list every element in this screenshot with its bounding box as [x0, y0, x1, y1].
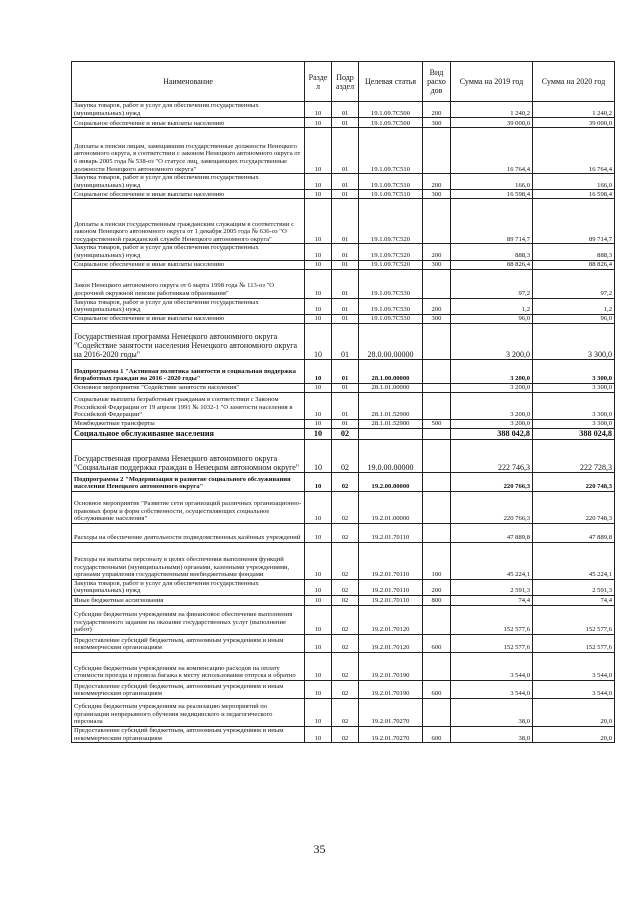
row-razdel: 10 — [305, 298, 332, 314]
row-razdel: 10 — [305, 680, 332, 698]
table-row — [72, 118, 615, 128]
row-sum-2019: 47 889,8 — [451, 523, 533, 542]
table-row — [72, 392, 615, 419]
row-sum-2020: 97,2 — [533, 269, 615, 298]
row-podrazdel: 02 — [332, 605, 359, 634]
row-name: Основное мероприятие "Содействие занятости населения" — [72, 383, 305, 392]
row-expense-type — [423, 472, 451, 491]
row-expense-type: 800 — [423, 595, 451, 605]
row-expense-type: 300 — [423, 314, 451, 323]
row-sum-2019: 1,2 — [451, 298, 533, 314]
row-podrazdel: 01 — [332, 244, 359, 260]
row-name: Закупка товаров, работ и услуг для обеспечения государственных (муниципальных) нужд — [72, 174, 305, 190]
row-razdel: 10 — [305, 419, 332, 428]
row-name: Социальное обеспечение и иные выплаты населению — [72, 190, 305, 199]
row-name: Социальное обеспечение и иные выплаты населению — [72, 260, 305, 269]
row-sum-2020: 166,0 — [533, 174, 615, 190]
table-row — [72, 726, 615, 742]
row-razdel: 10 — [305, 199, 332, 244]
row-podrazdel: 02 — [332, 491, 359, 523]
row-sum-2019: 2 591,3 — [451, 579, 533, 595]
row-podrazdel: 02 — [332, 439, 359, 472]
row-razdel: 10 — [305, 439, 332, 472]
header-target-article: Целевая статья — [359, 62, 423, 102]
row-name: Предоставление субсидий бюджетным, автономным учреждениям и иным некоммерческим организациям — [72, 634, 305, 652]
table-row — [72, 428, 615, 439]
row-sum-2020: 45 224,1 — [533, 542, 615, 579]
row-razdel: 10 — [305, 605, 332, 634]
row-expense-type — [423, 491, 451, 523]
table-row — [72, 128, 615, 174]
row-sum-2020: 152 577,6 — [533, 634, 615, 652]
row-target-article: 19.2.01.70110 — [359, 595, 423, 605]
row-target-article: 19.1.09.7С500 — [359, 118, 423, 128]
row-podrazdel: 01 — [332, 118, 359, 128]
row-expense-type — [423, 605, 451, 634]
row-podrazdel: 01 — [332, 392, 359, 419]
row-name: Социальные выплаты безработным гражданам в соответствии с Законом Российской Федерации от 19 апреля 1991 № 1032-1 "О занятости населения в Российской Федерации" — [72, 392, 305, 419]
table-row — [72, 314, 615, 323]
table-row — [72, 595, 615, 605]
table-row — [72, 419, 615, 428]
row-sum-2020: 3 300,0 — [533, 392, 615, 419]
row-sum-2020: 74,4 — [533, 595, 615, 605]
row-target-article: 19.2.01.00000 — [359, 491, 423, 523]
table-row — [72, 383, 615, 392]
row-expense-type — [423, 323, 451, 359]
row-sum-2020: 220 748,3 — [533, 491, 615, 523]
row-razdel: 10 — [305, 359, 332, 383]
row-name: Субсидии бюджетным учреждениям на компенсацию расходов на оплату стоимости проезда и провоза багажа к месту использования отпуска и обратно — [72, 652, 305, 680]
row-expense-type — [423, 269, 451, 298]
row-podrazdel: 02 — [332, 698, 359, 726]
row-sum-2019: 1 240,2 — [451, 102, 533, 118]
table-row — [72, 605, 615, 634]
row-name: Доплаты к пенсии лицам, замещавшим государственные должности Ненецкого автономного округа, в соответствии с законом Ненецкого автономного округа от 6 январь 2005 года № 538-оз "О статусе лиц, замещающих государственные должности Ненецкого автономного округа" — [72, 128, 305, 174]
row-name: Социальное обслуживание населения — [72, 428, 305, 439]
row-expense-type — [423, 428, 451, 439]
row-razdel: 10 — [305, 523, 332, 542]
row-sum-2020: 220 748,3 — [533, 472, 615, 491]
row-podrazdel: 01 — [332, 128, 359, 174]
row-sum-2020: 96,0 — [533, 314, 615, 323]
page-number: 35 — [313, 842, 326, 856]
row-sum-2019: 96,0 — [451, 314, 533, 323]
row-sum-2019: 166,0 — [451, 174, 533, 190]
row-target-article: 19.2.01.70270 — [359, 698, 423, 726]
row-expense-type: 600 — [423, 634, 451, 652]
row-expense-type: 200 — [423, 244, 451, 260]
row-expense-type: 200 — [423, 298, 451, 314]
row-target-article: 19.2.01.70120 — [359, 634, 423, 652]
row-podrazdel: 02 — [332, 595, 359, 605]
row-target-article: 19.0.00.00000 — [359, 439, 423, 472]
header-expense-type: Вид расхо дов — [423, 62, 451, 102]
row-name: Предоставление субсидий бюджетным, автономным учреждениям и иным некоммерческим организациям — [72, 680, 305, 698]
row-expense-type: 600 — [423, 726, 451, 742]
table-row — [72, 491, 615, 523]
table-row — [72, 260, 615, 269]
table-row — [72, 190, 615, 199]
row-sum-2019: 222 746,3 — [451, 439, 533, 472]
row-podrazdel: 02 — [332, 634, 359, 652]
row-sum-2020: 16 764,4 — [533, 128, 615, 174]
row-sum-2019: 220 766,3 — [451, 472, 533, 491]
row-sum-2019: 16 598,4 — [451, 190, 533, 199]
row-sum-2019: 3 200,0 — [451, 359, 533, 383]
row-sum-2020: 47 889,8 — [533, 523, 615, 542]
row-target-article: 19.2.01.70110 — [359, 542, 423, 579]
row-name: Межбюджетные трансферты — [72, 419, 305, 428]
row-razdel: 10 — [305, 383, 332, 392]
row-target-article: 19.2.01.70110 — [359, 523, 423, 542]
row-expense-type — [423, 359, 451, 383]
table-row — [72, 298, 615, 314]
row-podrazdel: 01 — [332, 383, 359, 392]
row-podrazdel: 01 — [332, 419, 359, 428]
table-row — [72, 323, 615, 359]
row-razdel: 10 — [305, 579, 332, 595]
row-podrazdel: 01 — [332, 323, 359, 359]
row-name: Субсидии бюджетным учреждениям на финансовое обеспечение выполнения государственного задания на оказание государственных услуг (выполнение работ) — [72, 605, 305, 634]
row-podrazdel: 01 — [332, 298, 359, 314]
row-razdel: 10 — [305, 652, 332, 680]
table-row — [72, 523, 615, 542]
row-podrazdel: 01 — [332, 359, 359, 383]
row-sum-2020: 3 300,0 — [533, 359, 615, 383]
row-sum-2020: 1 240,2 — [533, 102, 615, 118]
row-name: Расходы на выплаты персоналу в целях обеспечения выполнения функций государственными (муниципальными) органами, казенными учреждениями, органами управления государственными внебюджетными фондами — [72, 542, 305, 579]
row-sum-2019: 38,0 — [451, 726, 533, 742]
row-expense-type — [423, 523, 451, 542]
row-podrazdel: 02 — [332, 542, 359, 579]
row-sum-2020: 20,0 — [533, 698, 615, 726]
row-target-article: 28.0.00.00000 — [359, 323, 423, 359]
table-row — [72, 542, 615, 579]
table-row — [72, 634, 615, 652]
row-name: Закон Ненецкого автономного округа от 6 марта 1998 года № 113-оз "О досрочной окружной пенсии работникам образования" — [72, 269, 305, 298]
row-target-article: 19.2.01.70270 — [359, 726, 423, 742]
row-razdel: 10 — [305, 698, 332, 726]
row-target-article: 19.1.09.7С510 — [359, 128, 423, 174]
row-razdel: 10 — [305, 542, 332, 579]
row-razdel: 10 — [305, 428, 332, 439]
row-podrazdel: 01 — [332, 269, 359, 298]
row-name: Социальное обеспечение и иные выплаты населению — [72, 118, 305, 128]
row-razdel: 10 — [305, 726, 332, 742]
row-name: Государственная программа Ненецкого автономного округа "Содействие занятости населения Ненецкого автономного округа на 2016-2020 годы" — [72, 323, 305, 359]
row-podrazdel: 02 — [332, 428, 359, 439]
row-razdel: 10 — [305, 260, 332, 269]
row-target-article: 19.2.00.00000 — [359, 472, 423, 491]
row-expense-type — [423, 698, 451, 726]
row-sum-2020: 3 300,0 — [533, 323, 615, 359]
row-sum-2019: 388 042,8 — [451, 428, 533, 439]
row-name: Закупка товаров, работ и услуг для обеспечения государственных (муниципальных) нужд — [72, 244, 305, 260]
row-razdel: 10 — [305, 392, 332, 419]
row-target-article: 28.1.00.00000 — [359, 359, 423, 383]
row-expense-type — [423, 128, 451, 174]
row-razdel: 10 — [305, 244, 332, 260]
row-expense-type: 200 — [423, 579, 451, 595]
row-sum-2020: 888,3 — [533, 244, 615, 260]
table-row — [72, 579, 615, 595]
row-sum-2019: 39 000,0 — [451, 118, 533, 128]
row-expense-type — [423, 439, 451, 472]
row-podrazdel: 02 — [332, 726, 359, 742]
row-name: Предоставление субсидий бюджетным, автономным учреждениям и иным некоммерческим организациям — [72, 726, 305, 742]
header-sum-2019: Сумма на 2019 год — [451, 62, 533, 102]
row-expense-type — [423, 652, 451, 680]
row-sum-2019: 3 200,0 — [451, 392, 533, 419]
header-sum-2020: Сумма на 2020 год — [533, 62, 615, 102]
row-sum-2019: 220 766,3 — [451, 491, 533, 523]
row-expense-type: 600 — [423, 680, 451, 698]
row-sum-2019: 16 764,4 — [451, 128, 533, 174]
row-target-article: 19.1.09.7С530 — [359, 269, 423, 298]
row-expense-type — [423, 383, 451, 392]
table-row — [72, 269, 615, 298]
table-row — [72, 680, 615, 698]
row-podrazdel: 01 — [332, 199, 359, 244]
row-target-article: 28.1.01.00000 — [359, 383, 423, 392]
table-header-row — [72, 62, 615, 102]
row-sum-2020: 3 300,0 — [533, 419, 615, 428]
row-name: Основное мероприятие "Развитие сети организаций различных организационно-правовых форм и форм собственности, осуществляющих социальное обслуживание населения" — [72, 491, 305, 523]
row-target-article: 19.1.09.7С520 — [359, 260, 423, 269]
row-sum-2019: 3 544,0 — [451, 680, 533, 698]
row-sum-2020: 3 544,0 — [533, 680, 615, 698]
row-podrazdel: 02 — [332, 680, 359, 698]
row-sum-2019: 888,3 — [451, 244, 533, 260]
row-target-article — [359, 428, 423, 439]
row-target-article: 19.2.01.70120 — [359, 605, 423, 634]
row-sum-2020: 39 000,0 — [533, 118, 615, 128]
row-sum-2019: 3 200,0 — [451, 323, 533, 359]
row-name: Закупка товаров, работ и услуг для обеспечения государственных (муниципальных) нужд — [72, 298, 305, 314]
row-podrazdel: 01 — [332, 260, 359, 269]
row-target-article: 19.1.09.7С500 — [359, 102, 423, 118]
budget-table — [71, 61, 615, 743]
table-row — [72, 472, 615, 491]
row-expense-type: 300 — [423, 118, 451, 128]
row-sum-2019: 38,0 — [451, 698, 533, 726]
row-expense-type — [423, 392, 451, 419]
row-target-article: 19.1.09.7С520 — [359, 199, 423, 244]
row-target-article: 28.1.01.52900 — [359, 392, 423, 419]
row-name: Государственная программа Ненецкого автономного округа "Социальная поддержка граждан в Ненецком автономном округе" — [72, 439, 305, 472]
row-razdel: 10 — [305, 323, 332, 359]
table-row — [72, 174, 615, 190]
table-row — [72, 359, 615, 383]
row-podrazdel: 02 — [332, 579, 359, 595]
table-row — [72, 439, 615, 472]
row-razdel: 10 — [305, 118, 332, 128]
row-target-article: 19.2.01.70110 — [359, 579, 423, 595]
row-target-article: 19.1.09.7С520 — [359, 244, 423, 260]
row-target-article: 19.1.09.7С530 — [359, 314, 423, 323]
row-sum-2019: 3 544,0 — [451, 652, 533, 680]
row-sum-2020: 2 591,3 — [533, 579, 615, 595]
row-sum-2019: 74,4 — [451, 595, 533, 605]
header-razdel: Разде л — [305, 62, 332, 102]
row-sum-2020: 89 714,7 — [533, 199, 615, 244]
row-sum-2020: 3 300,0 — [533, 383, 615, 392]
row-podrazdel: 01 — [332, 102, 359, 118]
row-name: Расходы на обеспечение деятельности подведомственных казённых учреждений — [72, 523, 305, 542]
row-razdel: 10 — [305, 595, 332, 605]
row-podrazdel: 01 — [332, 190, 359, 199]
row-expense-type: 100 — [423, 542, 451, 579]
row-razdel: 10 — [305, 314, 332, 323]
row-sum-2020: 3 544,0 — [533, 652, 615, 680]
row-sum-2019: 3 200,0 — [451, 383, 533, 392]
table-row — [72, 698, 615, 726]
row-sum-2020: 388 024,8 — [533, 428, 615, 439]
row-expense-type: 500 — [423, 419, 451, 428]
row-razdel: 10 — [305, 190, 332, 199]
row-razdel: 10 — [305, 102, 332, 118]
row-expense-type: 300 — [423, 190, 451, 199]
row-name: Иные бюджетные ассигнования — [72, 595, 305, 605]
row-sum-2019: 97,2 — [451, 269, 533, 298]
table-row — [72, 102, 615, 118]
row-target-article: 19.1.09.7С510 — [359, 174, 423, 190]
row-expense-type: 200 — [423, 174, 451, 190]
row-name: Субсидии бюджетным учреждениям на реализацию мероприятий по организации непрерывного обучения медицинского и педагогического персонала — [72, 698, 305, 726]
row-razdel: 10 — [305, 174, 332, 190]
row-expense-type: 200 — [423, 102, 451, 118]
row-target-article: 19.1.09.7С510 — [359, 190, 423, 199]
row-sum-2020: 88 826,4 — [533, 260, 615, 269]
row-sum-2020: 1,2 — [533, 298, 615, 314]
row-name: Социальное обеспечение и иные выплаты населению — [72, 314, 305, 323]
table-row — [72, 652, 615, 680]
row-sum-2019: 152 577,6 — [451, 605, 533, 634]
table-row — [72, 199, 615, 244]
row-name: Подпрограмма 1 "Активная политика занятости и социальная поддержка безработных граждан на 2016 - 2020 годы" — [72, 359, 305, 383]
row-sum-2019: 3 200,0 — [451, 419, 533, 428]
row-razdel: 10 — [305, 269, 332, 298]
row-sum-2019: 89 714,7 — [451, 199, 533, 244]
row-expense-type: 300 — [423, 260, 451, 269]
row-razdel: 10 — [305, 634, 332, 652]
row-podrazdel: 02 — [332, 652, 359, 680]
budget-table-container — [71, 61, 614, 743]
row-expense-type — [423, 199, 451, 244]
row-name: Подпрограмма 2 "Модернизация и развитие социального обслуживания населения Ненецкого автономного округа" — [72, 472, 305, 491]
row-target-article: 19.1.09.7С530 — [359, 298, 423, 314]
row-sum-2019: 45 224,1 — [451, 542, 533, 579]
row-target-article: 19.2.01.70190 — [359, 680, 423, 698]
row-sum-2019: 152 577,6 — [451, 634, 533, 652]
row-podrazdel: 02 — [332, 472, 359, 491]
header-name: Наименование — [72, 62, 305, 102]
row-podrazdel: 01 — [332, 314, 359, 323]
row-target-article: 19.2.01.70190 — [359, 652, 423, 680]
row-target-article: 28.1.01.52900 — [359, 419, 423, 428]
row-sum-2020: 152 577,6 — [533, 605, 615, 634]
row-podrazdel: 01 — [332, 174, 359, 190]
table-row — [72, 244, 615, 260]
row-sum-2019: 88 826,4 — [451, 260, 533, 269]
header-podrazdel: Подр аздел — [332, 62, 359, 102]
row-sum-2020: 222 728,3 — [533, 439, 615, 472]
row-sum-2020: 20,0 — [533, 726, 615, 742]
row-name: Закупка товаров, работ и услуг для обеспечения государственных (муниципальных) нужд — [72, 102, 305, 118]
row-razdel: 10 — [305, 491, 332, 523]
row-name: Закупка товаров, работ и услуг для обеспечения государственных (муниципальных) нужд — [72, 579, 305, 595]
row-name: Доплаты к пенсии государственным гражданским служащим в соответствии с законом Ненецкого автономного округа от 1 декабря 2005 года № 636-оз "О государственной гражданской службе Ненецкого автономного округа" — [72, 199, 305, 244]
row-podrazdel: 02 — [332, 523, 359, 542]
row-sum-2020: 16 598,4 — [533, 190, 615, 199]
row-razdel: 10 — [305, 128, 332, 174]
row-razdel: 10 — [305, 472, 332, 491]
